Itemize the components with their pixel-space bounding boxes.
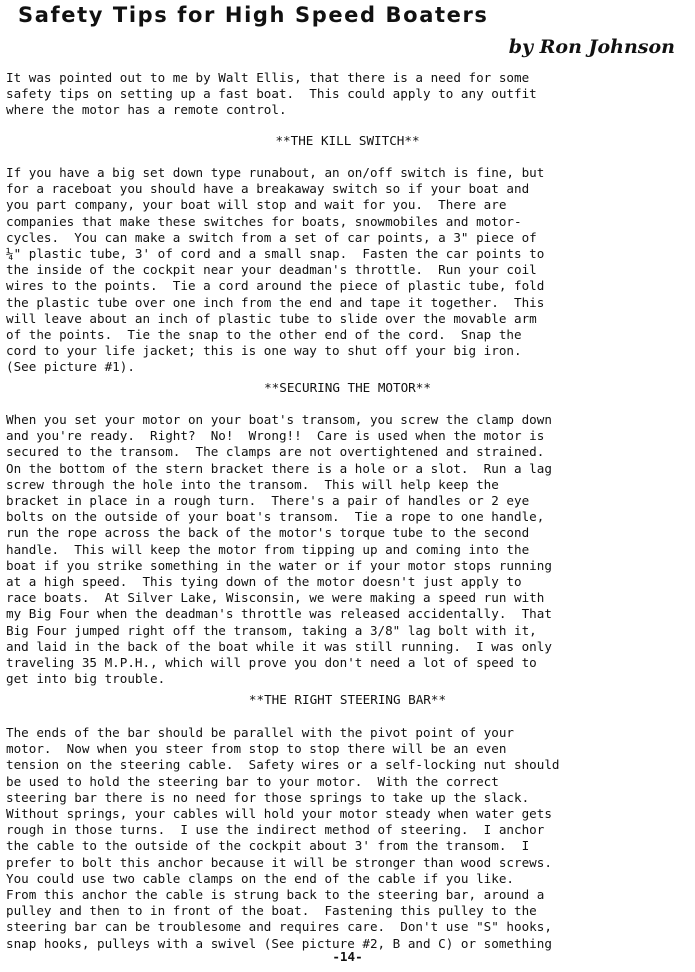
text-line: race boats. At Silver Lake, Wisconsin, we were making a speed run with bbox=[6, 590, 545, 606]
text-line: will leave about an inch of plastic tube to slide over the movable arm bbox=[6, 310, 537, 326]
text-line: run the rope across the back of the motor's torque tube to the second bbox=[6, 525, 530, 541]
text-line: rough in those turns. I use the indirect method of steering. I anchor bbox=[6, 822, 545, 838]
text-line: where the motor has a remote control. bbox=[6, 102, 287, 118]
intro-paragraph bbox=[6, 70, 537, 119]
text-line: On the bottom of the stern bracket there is a hole or a slot. Run a lag bbox=[6, 460, 552, 476]
text-line: steering bar can be troublesome and requires care. Don't use "S" hooks, bbox=[6, 919, 552, 935]
text-line: of the points. Tie the snap to the other end of the cord. Snap the bbox=[6, 327, 522, 343]
author-byline: by Ron Johnson bbox=[508, 36, 675, 58]
text-line: for a raceboat you should have a breakaway switch so if your boat and bbox=[6, 181, 530, 197]
text-line: the plastic tube over one inch from the end and tape it together. This bbox=[6, 294, 545, 310]
text-line: be used to hold the steering bar to your motor. With the correct bbox=[6, 773, 499, 789]
text-line: the cable to the outside of the cockpit about 3' from the transom. I bbox=[6, 838, 530, 854]
article-title: Safety Tips for High Speed Boaters bbox=[18, 3, 489, 27]
text-line: companies that make these switches for boats, snowmobiles and motor- bbox=[6, 213, 522, 229]
text-line: bolts on the outside of your boat's transom. Tie a rope to one handle, bbox=[6, 509, 545, 525]
page-number: -14- bbox=[332, 949, 363, 964]
text-line: my Big Four when the deadman's throttle was released accidentally. That bbox=[6, 606, 552, 622]
text-line: steering bar there is no need for those springs to take up the slack. bbox=[6, 789, 530, 805]
text-line: cycles. You can make a switch from a set of car points, a 3" piece of bbox=[6, 229, 537, 245]
kill-switch-paragraph bbox=[6, 165, 544, 376]
text-line: snap hooks, pulleys with a swivel (See picture #2, B and C) or something bbox=[6, 935, 552, 951]
text-line: safety tips on setting up a fast boat. This could apply to any outfit bbox=[6, 86, 537, 102]
text-line: get into big trouble. bbox=[6, 671, 166, 687]
text-line: You could use two cable clamps on the end of the cable if you like. bbox=[6, 870, 514, 886]
text-line: Big Four jumped right off the transom, taking a 3/8" lag bolt with it, bbox=[6, 622, 537, 638]
securing-motor-paragraph bbox=[6, 412, 552, 687]
text-line: cord to your life jacket; this is one way to shut off your big iron. bbox=[6, 343, 522, 359]
text-line: and laid in the back of the boat while it was still running. I was only bbox=[6, 638, 552, 654]
text-line: and you're ready. Right? No! Wrong!! Care is used when the motor is bbox=[6, 428, 545, 444]
text-line: pulley and then to in front of the boat. Fastening this pulley to the bbox=[6, 903, 537, 919]
text-line: bracket in place in a rough turn. There's a pair of handles or 2 eye bbox=[6, 493, 530, 509]
text-line: you part company, your boat will stop and wait for you. There are bbox=[6, 197, 507, 213]
text-line: The ends of the bar should be parallel with the pivot point of your bbox=[6, 725, 514, 740]
text-line: secured to the transom. The clamps are not overtightened and strained. bbox=[6, 444, 545, 460]
text-line: When you set your motor on your boat's transom, you screw the clamp down bbox=[6, 412, 552, 427]
text-line: at a high speed. This tying down of the motor doesn't just apply to bbox=[6, 574, 522, 590]
text-line: the inside of the cockpit near your deadman's throttle. Run your coil bbox=[6, 262, 537, 278]
text-line: If you have a big set down type runabout, an on/off switch is fine, but bbox=[6, 165, 545, 180]
text-line: tension on the steering cable. Safety wires or a self-locking nut should bbox=[6, 757, 560, 773]
text-line: screw through the hole into the transom. This will help keep the bbox=[6, 476, 499, 492]
text-line: (See picture #1). bbox=[6, 359, 135, 375]
text-line: It was pointed out to me by Walt Ellis, that there is a need for some bbox=[6, 70, 530, 85]
text-line: ¼" plastic tube, 3' of cord and a small snap. Fasten the car points to bbox=[6, 246, 545, 262]
text-line: traveling 35 M.P.H., which will prove you don't need a lot of speed to bbox=[6, 655, 537, 671]
text-line: motor. Now when you steer from stop to stop there will be an even bbox=[6, 741, 507, 757]
section-heading-securing-motor: **SECURING THE MOTOR** bbox=[264, 380, 431, 395]
text-line: wires to the points. Tie a cord around the piece of plastic tube, fold bbox=[6, 278, 545, 294]
section-heading-steering-bar: **THE RIGHT STEERING BAR** bbox=[248, 692, 447, 707]
steering-bar-paragraph bbox=[6, 725, 560, 952]
text-line: handle. This will keep the motor from tipping up and coming into the bbox=[6, 541, 530, 557]
section-heading-kill-switch: **THE KILL SWITCH** bbox=[275, 133, 420, 148]
text-line: prefer to bolt this anchor because it will be stronger than wood screws. bbox=[6, 854, 552, 870]
text-line: From this anchor the cable is strung back to the steering bar, around a bbox=[6, 887, 545, 903]
text-line: boat if you strike something in the water or if your motor stops running bbox=[6, 557, 552, 573]
text-line: Without springs, your cables will hold your motor steady when water gets bbox=[6, 806, 552, 822]
